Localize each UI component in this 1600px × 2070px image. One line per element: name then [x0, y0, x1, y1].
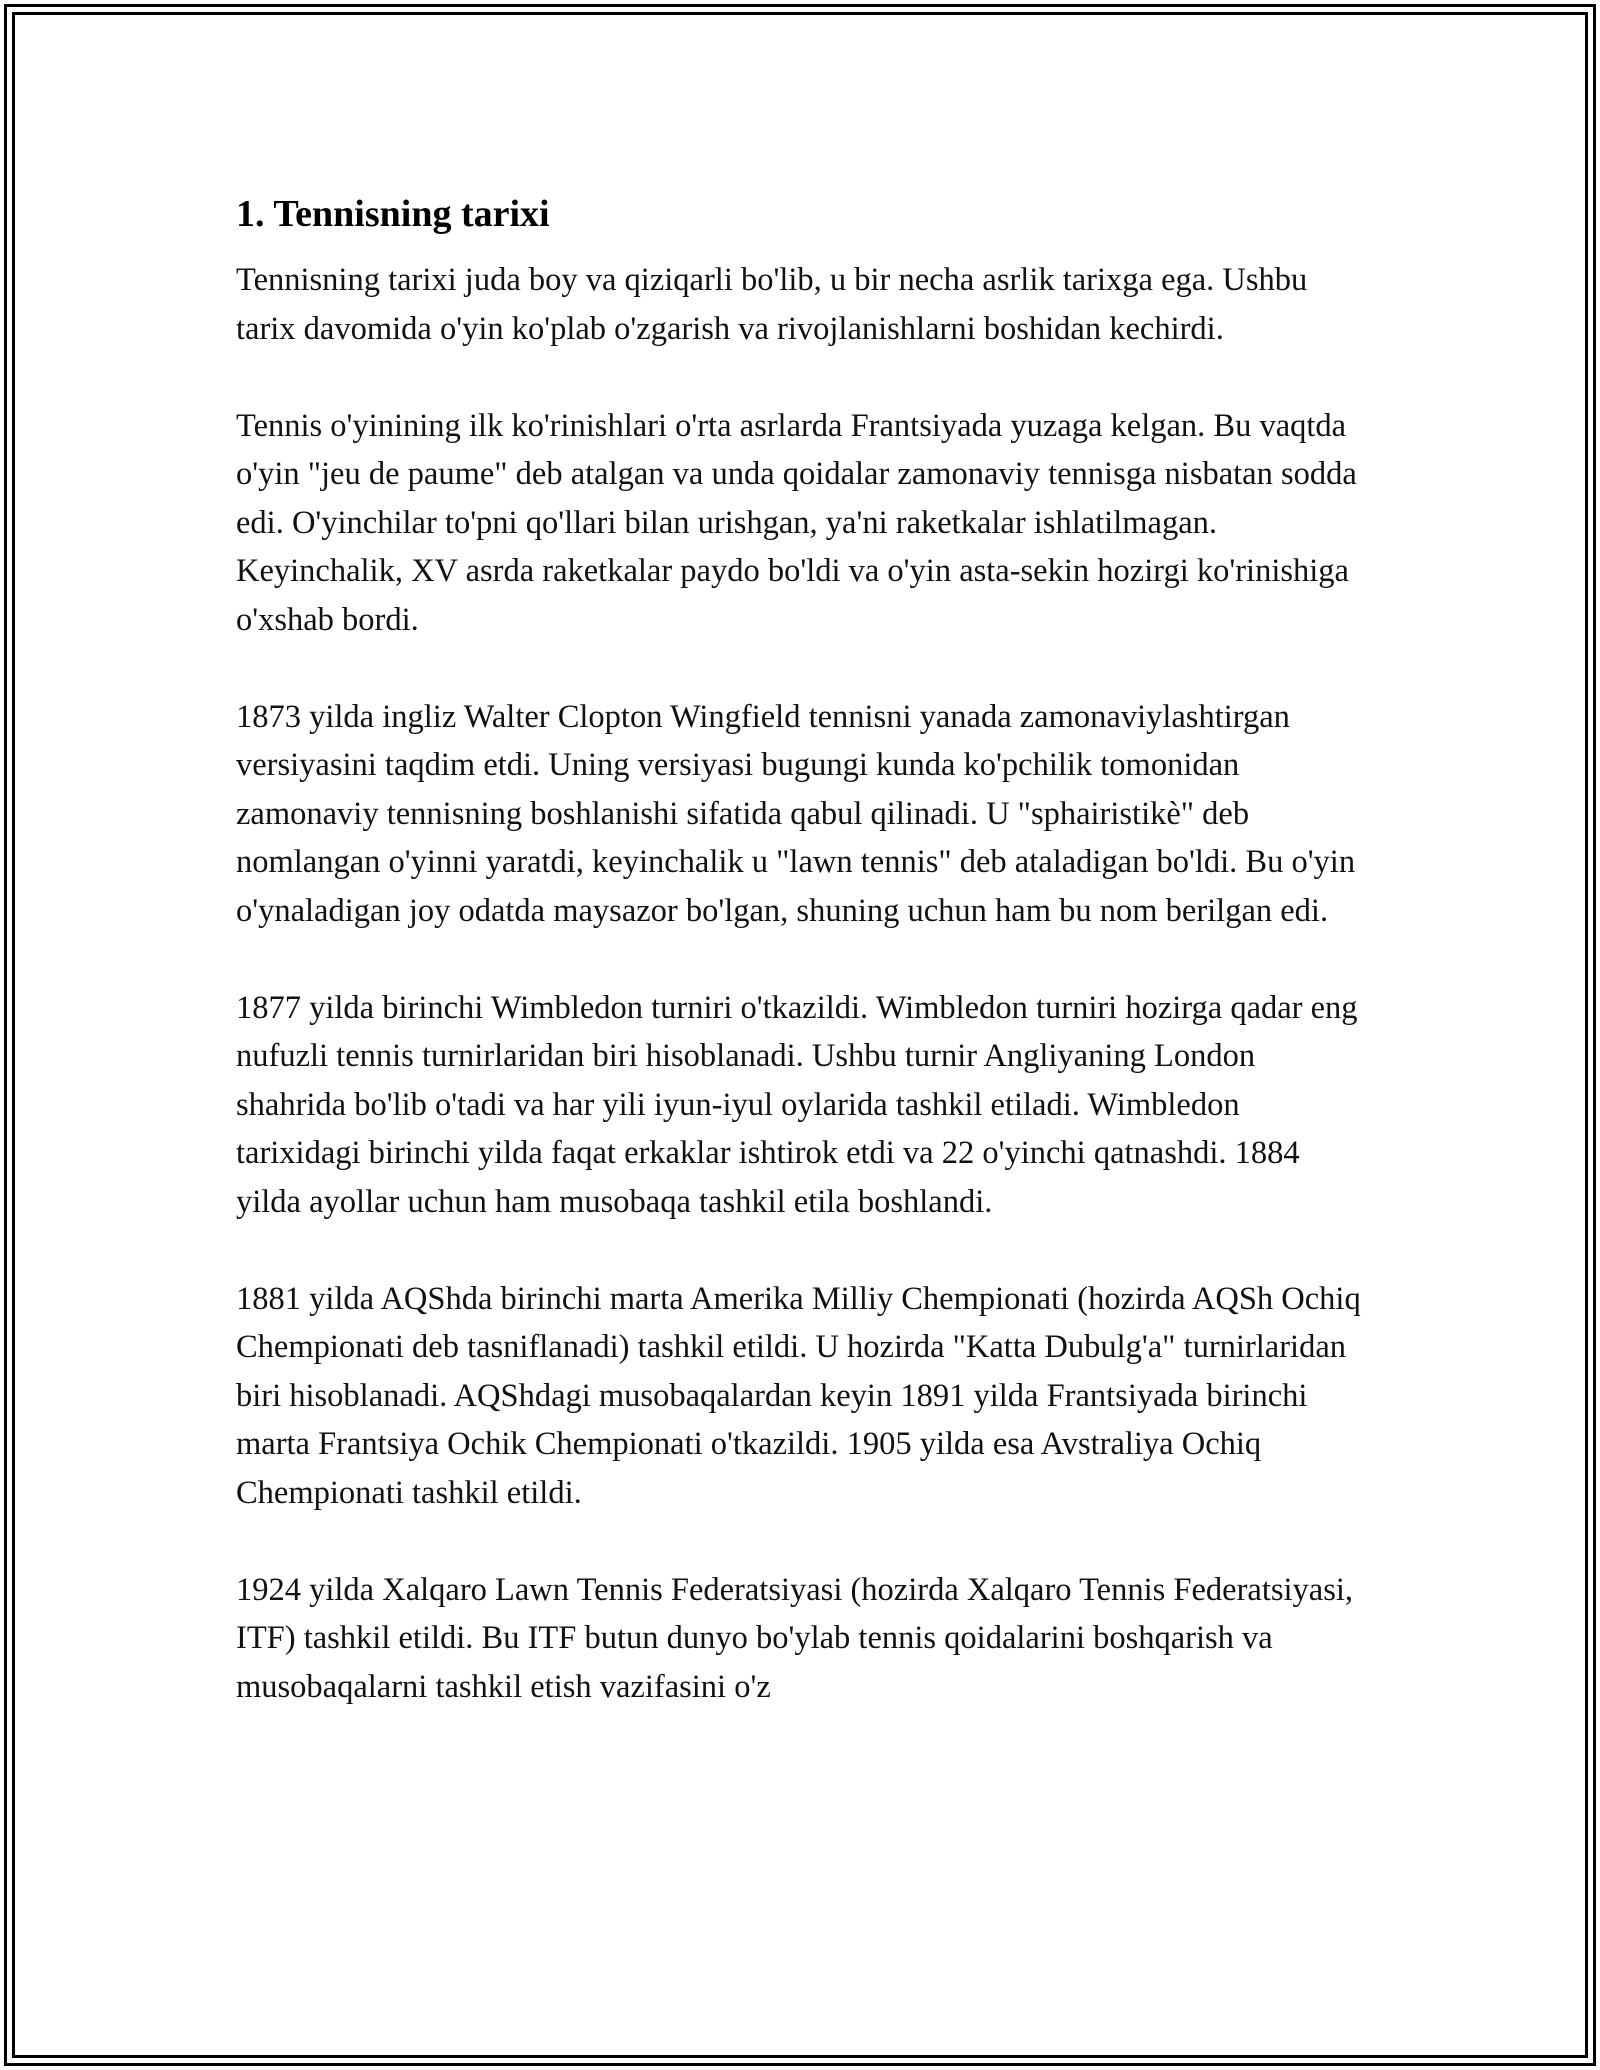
- section-heading: 1. Tennisning tarixi: [236, 193, 550, 235]
- document-body: [236, 186, 1368, 1760]
- paragraph-intro: Tennisning tarixi juda boy va qiziqarli bo'lib, u bir necha asrlik tarixga ega. Ushbu tarix davomida o'yin ko'plab o'zgarish va rivojlanishlarni boshidan kechirdi.: [236, 262, 1308, 347]
- paragraph-itf: 1924 yilda Xalqaro Lawn Tennis Federatsiyasi (hozirda Xalqaro Tennis Federatsiyasi, ITF) tashkil etildi. Bu ITF butun dunyo bo'ylab tennis qoidalarini boshqarish va musobaqalarni tashkil etish vazifasini o'z: [236, 1571, 1354, 1705]
- paragraph-wimbledon: 1877 yilda birinchi Wimbledon turniri o'tkazildi. Wimbledon turniri hozirga qadar eng nufuzli tennis turnirlaridan biri hisoblanadi. Ushbu turnir Angliyaning London shahrida bo'lib o'tadi va har yili iyun-iyul oylarida tashkil etiladi. Wimbledon tarixidagi birinchi yilda faqat erkaklar ishtirok etdi va 22 o'yinchi qatnashdi. 1884 yilda ayollar uchun ham musobaqa tashkil etila boshlandi.: [236, 989, 1358, 1220]
- paragraph-wingfield: 1873 yilda ingliz Walter Clopton Wingfield tennisni yanada zamonaviylashtirgan versiyasini taqdim etdi. Uning versiyasi bugungi kunda ko'pchilik tomonidan zamonaviy tennisning boshlanishi sifatida qabul qilinadi. U "sphairistikè" deb nomlangan o'yinni yaratdi, keyinchalik u "lawn tennis" deb ataladigan bo'ldi. Bu o'yin o'ynaladigan joy odatda maysazor bo'lgan, shuning uchun ham bu nom berilgan edi.: [236, 698, 1356, 929]
- paragraph-origins: Tennis o'yinining ilk ko'rinishlari o'rta asrlarda Frantsiyada yuzaga kelgan. Bu vaqtda o'yin "jeu de paume" deb atalgan va unda qoidalar zamonaviy tennisga nisbatan sodda edi. O'yinchilar to'pni qo'llari bilan urishgan, ya'ni raketkalar ishlatilmagan. Keyinchalik, XV asrda raketkalar paydo bo'ldi va o'yin asta-sekin hozirgi ko'rinishiga o'xshab bordi.: [236, 407, 1357, 638]
- paragraph-championships: 1881 yilda AQShda birinchi marta Amerika Milliy Chempionati (hozirda AQSh Ochiq Chempionati deb tasniflanadi) tashkil etildi. U hozirda "Katta Dubulg'a" turnirlaridan biri hisoblanadi. AQShdagi musobaqalardan keyin 1891 yilda Frantsiyada birinchi marta Frantsiya Ochik Chempionati o'tkazildi. 1905 yilda esa Avstraliya Ochiq Chempionati tashkil etildi.: [236, 1280, 1361, 1511]
